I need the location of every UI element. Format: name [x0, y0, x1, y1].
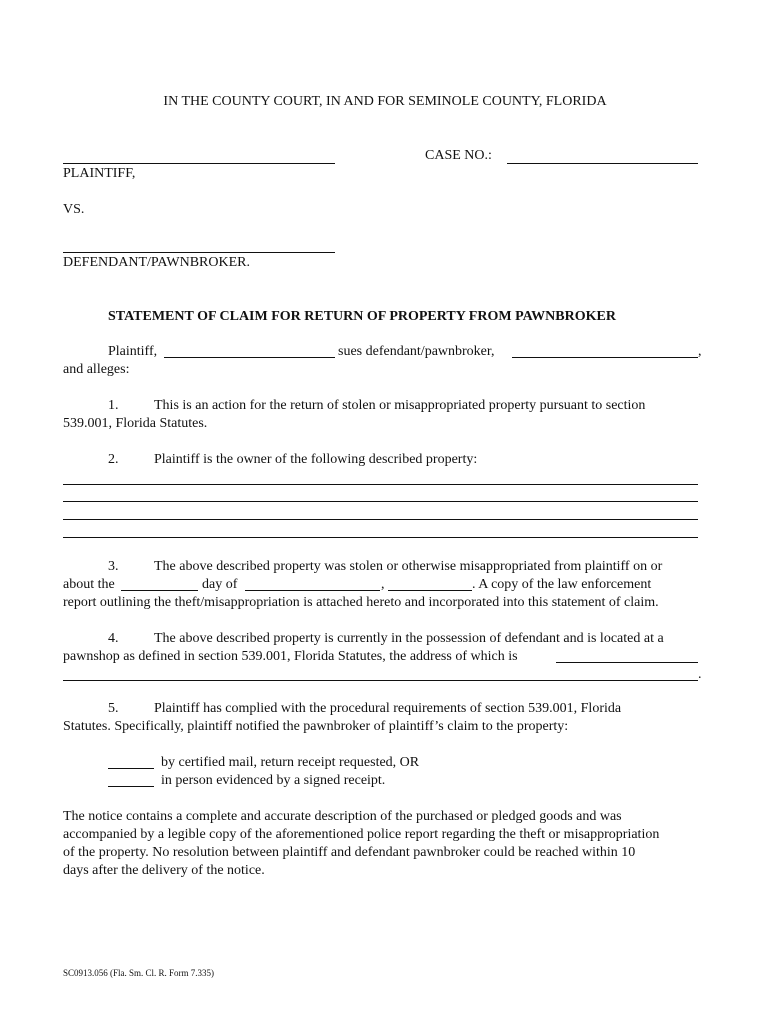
intro-plaintiff-word: Plaintiff, — [108, 344, 158, 359]
intro-sues-text: sues defendant/pawnbroker, — [338, 344, 495, 359]
property-description-line-1[interactable] — [63, 484, 698, 485]
notice-line3: of the property. No resolution between plaintiff and defendant pawnbroker could be reached within 10 — [63, 845, 636, 860]
document-title: STATEMENT OF CLAIM FOR RETURN OF PROPERTY FROM PAWNBROKER — [108, 309, 616, 324]
option-certified-mail: by certified mail, return receipt requested, OR — [161, 755, 420, 770]
para3-comma: , — [381, 577, 385, 592]
case-no-label: CASE NO.: — [425, 148, 492, 163]
pawnshop-address-field-2[interactable] — [63, 680, 698, 681]
para4-number: 4. — [108, 631, 119, 646]
para3-line1: The above described property was stolen or otherwise misappropriated from plaintiff on or — [154, 559, 663, 574]
case-no-field[interactable] — [507, 163, 698, 164]
intro-comma: , — [698, 344, 702, 359]
notice-line2: accompanied by a legible copy of the aforementioned police report regarding the theft or misappropriation — [63, 827, 660, 842]
para3-copy-text: . A copy of the law enforcement — [472, 577, 652, 592]
defendant-name-field[interactable] — [63, 252, 335, 253]
pawnshop-address-field-1[interactable] — [556, 662, 698, 663]
property-description-line-4[interactable] — [63, 537, 698, 538]
in-person-check-field[interactable] — [108, 786, 154, 787]
intro-alleges: and alleges: — [63, 362, 130, 377]
property-description-line-2[interactable] — [63, 501, 698, 502]
para4-line2: pawnshop as defined in section 539.001, Florida Statutes, the address of which is — [63, 649, 518, 664]
para4-period: . — [698, 667, 702, 682]
certified-mail-check-field[interactable] — [108, 768, 154, 769]
para3-day-of: day of — [202, 577, 238, 592]
para4-line1: The above described property is currently in the possession of defendant and is located at a — [154, 631, 664, 646]
para1-line1: This is an action for the return of stolen or misappropriated property pursuant to section — [154, 398, 646, 413]
plaintiff-label: PLAINTIFF, — [63, 166, 136, 181]
option-in-person: in person evidenced by a signed receipt. — [161, 773, 386, 788]
notice-line4: days after the delivery of the notice. — [63, 863, 265, 878]
para2-text: Plaintiff is the owner of the following described property: — [154, 452, 478, 467]
notice-line1: The notice contains a complete and accurate description of the purchased or pledged goods and was — [63, 809, 622, 824]
para3-line3: report outlining the theft/misappropriation is attached hereto and incorporated into this statement of claim. — [63, 595, 659, 610]
para1-number: 1. — [108, 398, 119, 413]
vs-label: VS. — [63, 202, 85, 217]
para5-number: 5. — [108, 701, 119, 716]
theft-day-field[interactable] — [121, 590, 198, 591]
property-description-line-3[interactable] — [63, 519, 698, 520]
court-header: IN THE COUNTY COURT, IN AND FOR SEMINOLE COUNTY, FLORIDA — [163, 94, 607, 109]
para5-line1: Plaintiff has complied with the procedural requirements of section 539.001, Florida — [154, 701, 622, 716]
intro-defendant-field[interactable] — [512, 357, 698, 358]
para2-number: 2. — [108, 452, 119, 467]
para5-line2: Statutes. Specifically, plaintiff notified the pawnbroker of plaintiff’s claim to the property: — [63, 719, 569, 734]
plaintiff-name-field[interactable] — [63, 163, 335, 164]
para3-number: 3. — [108, 559, 119, 574]
intro-plaintiff-field[interactable] — [164, 357, 335, 358]
para3-about-the: about the — [63, 577, 115, 592]
para1-line2: 539.001, Florida Statutes. — [63, 416, 208, 431]
theft-month-field[interactable] — [245, 590, 380, 591]
form-footer: SC0913.056 (Fla. Sm. Cl. R. Form 7.335) — [63, 968, 215, 978]
defendant-label: DEFENDANT/PAWNBROKER. — [63, 255, 250, 270]
theft-year-field[interactable] — [388, 590, 472, 591]
